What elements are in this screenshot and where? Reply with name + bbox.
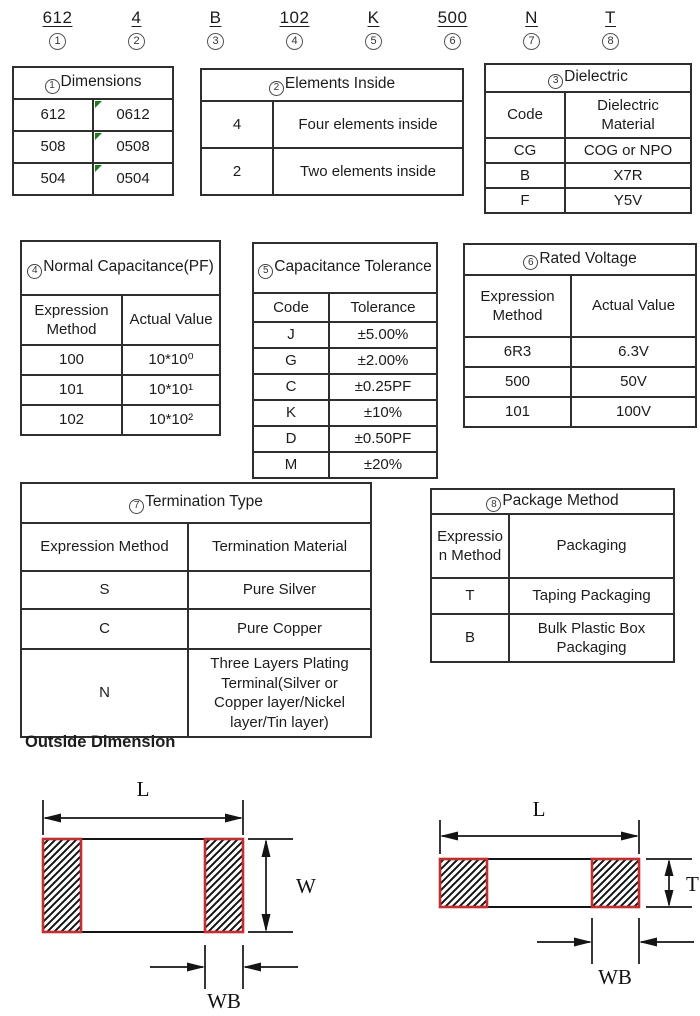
table-row (253, 243, 437, 293)
cell (93, 163, 173, 195)
cell (93, 99, 173, 131)
circled-number-icon: 4 (286, 33, 303, 50)
table-row (13, 131, 173, 163)
table-row (464, 275, 696, 337)
table-row (13, 99, 173, 131)
cell: 100V (571, 397, 696, 427)
cell: 101 (21, 375, 122, 405)
package-method-table (430, 488, 675, 663)
cell: ±0.50PF (329, 426, 437, 452)
cell: 508 (13, 131, 93, 163)
part-number-segment (97, 8, 176, 50)
circled-number-icon: 8 (602, 33, 619, 50)
side-view-diagram (434, 792, 700, 1004)
hatched-termination-left (440, 859, 487, 907)
circled-number-icon: 2 (269, 81, 284, 96)
part-number-segment (176, 8, 255, 50)
table-row (253, 400, 437, 426)
table-row (485, 138, 691, 163)
cell: ±20% (329, 452, 437, 478)
header-cell: Code (253, 293, 329, 322)
cell: 504 (13, 163, 93, 195)
cell: 102 (21, 405, 122, 435)
cell-text: 0504 (116, 170, 150, 188)
circled-number-icon: 5 (258, 264, 273, 279)
segment-code: N (525, 8, 538, 27)
segment-code: 612 (42, 8, 73, 27)
table-row (253, 293, 437, 322)
table-row (21, 375, 220, 405)
cell: 10*10⁰ (122, 345, 220, 375)
segment-code: B (209, 8, 222, 27)
cell-text: 0612 (116, 106, 150, 124)
arrowhead-icon (621, 832, 639, 841)
table-row (485, 188, 691, 213)
circled-number-icon: 3 (207, 33, 224, 50)
table-row (464, 244, 696, 275)
header-cell: Dielectric Material (565, 92, 691, 138)
table-row (201, 148, 463, 195)
cell: T (431, 578, 509, 614)
segment-code: 4 (131, 8, 142, 27)
dimension-label-L: L (532, 797, 546, 821)
cell: Pure Silver (188, 571, 371, 609)
part-number-row (18, 8, 650, 50)
cell: 4 (201, 101, 273, 148)
cell: COG or NPO (565, 138, 691, 163)
table-row (21, 523, 371, 571)
table-row (21, 649, 371, 737)
table-row (253, 322, 437, 348)
table-row (13, 163, 173, 195)
cell: F (485, 188, 565, 213)
cell: G (253, 348, 329, 374)
table-row (431, 578, 674, 614)
termination-type-table (20, 482, 372, 738)
table-row (431, 514, 674, 578)
table-title (253, 243, 437, 293)
dimension-label-WB: WB (207, 989, 241, 1013)
arrowhead-icon (243, 963, 261, 972)
header-cell: Tolerance (329, 293, 437, 322)
circled-number-icon: 7 (523, 33, 540, 50)
table-row (485, 163, 691, 188)
cell: Four elements inside (273, 101, 463, 148)
header-cell: Actual Value (571, 275, 696, 337)
cell: Bulk Plastic Box Packaging (509, 614, 674, 662)
header-cell: Code (485, 92, 565, 138)
hatched-termination-right (205, 839, 243, 932)
table-row (253, 426, 437, 452)
dimension-label-T: T (686, 872, 699, 896)
dielectric-table (484, 63, 692, 214)
table-title-text: Package Method (502, 491, 619, 509)
table-row (21, 295, 220, 345)
table-row (201, 69, 463, 101)
rated-voltage-table (463, 243, 697, 428)
part-number-segment (18, 8, 97, 50)
table-title-text: Termination Type (145, 493, 263, 511)
cell: Taping Packaging (509, 578, 674, 614)
table-row (464, 337, 696, 367)
cell: 10*10¹ (122, 375, 220, 405)
table-row (21, 483, 371, 523)
arrowhead-icon (665, 859, 674, 876)
header-cell: Packaging (509, 514, 674, 578)
table-title (21, 483, 371, 523)
header-cell: Expression Method (21, 295, 122, 345)
table-title (201, 69, 463, 101)
table-row (21, 345, 220, 375)
comment-marker-icon (95, 165, 102, 172)
cell: Two elements inside (273, 148, 463, 195)
circled-number-icon: 3 (548, 74, 563, 89)
cell: K (253, 400, 329, 426)
table-row (485, 64, 691, 92)
part-number-segment (255, 8, 334, 50)
cell: 500 (464, 367, 571, 397)
hatched-termination-left (43, 839, 81, 932)
arrowhead-icon (665, 890, 674, 907)
header-cell: Termination Material (188, 523, 371, 571)
table-row (464, 397, 696, 427)
part-number-segment (571, 8, 650, 50)
dimension-label-WB: WB (598, 965, 632, 989)
cell: J (253, 322, 329, 348)
arrowhead-icon (440, 832, 458, 841)
arrowhead-icon (574, 938, 592, 947)
arrowhead-icon (43, 814, 61, 823)
cell: 6.3V (571, 337, 696, 367)
table-row (431, 489, 674, 514)
comment-marker-icon (95, 133, 102, 140)
circled-number-icon: 2 (128, 33, 145, 50)
table-row (21, 405, 220, 435)
cell: S (21, 571, 188, 609)
arrowhead-icon (639, 938, 657, 947)
cell: N (21, 649, 188, 737)
cell: C (21, 609, 188, 649)
cell: ±2.00% (329, 348, 437, 374)
cell: 100 (21, 345, 122, 375)
cell: D (253, 426, 329, 452)
table-row (464, 367, 696, 397)
cell: 2 (201, 148, 273, 195)
table-title-text: Normal Capacitance(PF) (43, 258, 214, 276)
cell: ±5.00% (329, 322, 437, 348)
segment-code: 500 (437, 8, 468, 27)
cell: ±10% (329, 400, 437, 426)
circled-number-icon: 7 (129, 499, 144, 514)
comment-marker-icon (95, 101, 102, 108)
cell: ±0.25PF (329, 374, 437, 400)
table-title (485, 64, 691, 92)
circled-number-icon: 4 (27, 264, 42, 279)
dimension-label-W: W (296, 874, 316, 898)
table-title (431, 489, 674, 514)
circled-number-icon: 1 (49, 33, 66, 50)
normal-capacitance-table (20, 240, 221, 436)
header-cell: Expression Method (21, 523, 188, 571)
part-number-segment (492, 8, 571, 50)
cell: M (253, 452, 329, 478)
header-cell: Expression Method (431, 514, 509, 578)
outside-dimension-heading: Outside Dimension (25, 733, 176, 751)
table-row (485, 92, 691, 138)
cell: 6R3 (464, 337, 571, 367)
cell: CG (485, 138, 565, 163)
circled-number-icon: 5 (365, 33, 382, 50)
segment-code: 102 (279, 8, 310, 27)
table-row (21, 241, 220, 295)
circled-number-icon: 6 (444, 33, 461, 50)
elements-inside-table (200, 68, 464, 196)
hatched-termination-right (592, 859, 639, 907)
table-title-text: Elements Inside (284, 75, 396, 93)
arrowhead-icon (262, 914, 271, 932)
segment-code: K (367, 8, 380, 27)
table-row (431, 614, 674, 662)
cell: B (431, 614, 509, 662)
capacitance-tolerance-table (252, 242, 438, 479)
table-row (253, 348, 437, 374)
arrowhead-icon (262, 839, 271, 857)
table-row (21, 609, 371, 649)
cell: B (485, 163, 565, 188)
dimension-label-L: L (136, 777, 150, 801)
cell: 10*10² (122, 405, 220, 435)
table-row (13, 67, 173, 99)
cell: 50V (571, 367, 696, 397)
table-row (201, 101, 463, 148)
part-number-segment (413, 8, 492, 50)
header-cell: Actual Value (122, 295, 220, 345)
cell: Three Layers Plating Terminal(Silver or Copper layer/Nickel layer/Tin layer) (188, 649, 371, 737)
segment-code: T (605, 8, 616, 27)
cell: X7R (565, 163, 691, 188)
cell: Pure Copper (188, 609, 371, 649)
table-title (13, 67, 173, 99)
arrowhead-icon (187, 963, 205, 972)
table-title-text: Dimensions (60, 73, 142, 91)
table-title-text: Capacitance Tolerance (274, 258, 432, 276)
cell: C (253, 374, 329, 400)
table-row (253, 374, 437, 400)
dimensions-table (12, 66, 174, 196)
table-title-text: Rated Voltage (539, 249, 637, 267)
table-row (21, 571, 371, 609)
cell: Y5V (565, 188, 691, 213)
top-view-diagram (28, 762, 328, 1014)
table-row (253, 452, 437, 478)
cell (93, 131, 173, 163)
cell-text: 0508 (116, 138, 150, 156)
table-title-text: Dielectric (564, 68, 628, 86)
part-number-segment (334, 8, 413, 50)
table-title (21, 241, 220, 295)
cell: 612 (13, 99, 93, 131)
circled-number-icon: 8 (486, 497, 501, 512)
circled-number-icon: 6 (523, 255, 538, 270)
arrowhead-icon (225, 814, 243, 823)
circled-number-icon: 1 (45, 79, 60, 94)
header-cell: Expression Method (464, 275, 571, 337)
cell: 101 (464, 397, 571, 427)
table-title (464, 244, 696, 275)
